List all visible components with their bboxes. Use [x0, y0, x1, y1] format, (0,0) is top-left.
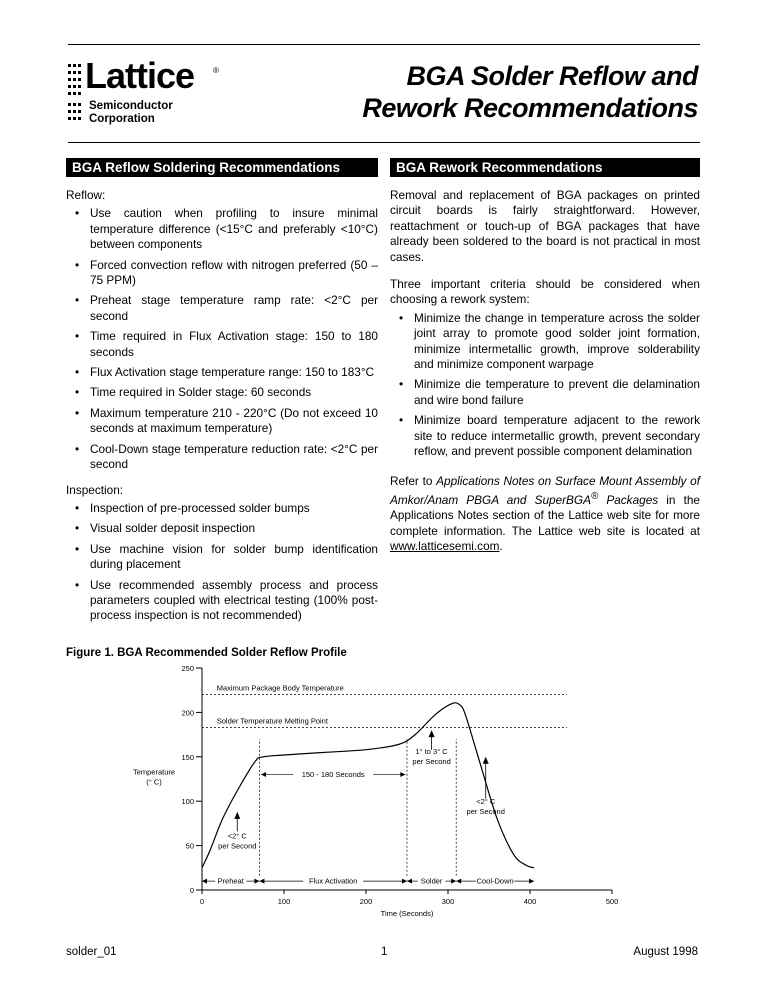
- stage-label: Flux Activation: [309, 876, 358, 886]
- reflow-list: [66, 206, 378, 472]
- x-tick-label: 400: [523, 897, 537, 906]
- list-item: • Minimize board temperature adjacent to the rework site to reduce intermetallic growth, prevent secondary reflow, and prevent possible component delamination: [390, 413, 700, 459]
- stage-arrow-right: [402, 879, 407, 884]
- list-item: • Use machine vision for solder bump identification during placement: [66, 542, 378, 573]
- inspection-list: [66, 501, 378, 624]
- refer-pre: Refer to: [390, 473, 437, 488]
- cool-rate-label: <2° C: [476, 796, 496, 806]
- solder-rate-label: per Second: [412, 757, 451, 767]
- logo-dots-icon: [68, 62, 82, 124]
- top-rule: [68, 44, 700, 45]
- refer-doc-title: [390, 474, 700, 507]
- stage-label: Solder: [420, 876, 443, 886]
- logo-wordmark: Lattice: [85, 55, 195, 96]
- x-tick-label: 200: [359, 897, 373, 906]
- list-item: • Preheat stage temperature ramp rate: <2°C per second: [66, 293, 378, 324]
- footer-doc-id: solder_01: [66, 946, 117, 958]
- y-tick-label: 100: [181, 797, 194, 807]
- list-item: • Use recommended assembly process and process parameters coupled with electrical testing (100% post-process inspection is not recommended): [66, 578, 378, 624]
- list-item: • Forced convection reflow with nitrogen preferred (50 – 75 PPM): [66, 258, 378, 289]
- list-item: • Time required in Solder stage: 60 seconds: [66, 385, 378, 400]
- y-tick-label: 200: [181, 708, 194, 718]
- y-axis-unit: (° C): [146, 777, 162, 787]
- rework-intro: Removal and replacement of BGA packages on printed circuit boards is fairly straightforward. However, reattachment or touch-up of BGA packages that have already been soldered to the board is not practical in most cases.: [390, 188, 700, 264]
- preheat-rate-label: per Second: [218, 841, 257, 851]
- x-tick-label: 300: [441, 897, 455, 906]
- x-tick-label: 500: [605, 897, 619, 906]
- x-axis-label: Time (Seconds): [380, 909, 434, 918]
- y-tick-label: 0: [189, 886, 194, 895]
- list-item: • Flux Activation stage temperature range: 150 to 183°C: [66, 365, 378, 380]
- list-item: • Cool-Down stage temperature reduction rate: <2°C per second: [66, 442, 378, 473]
- logo-registered-mark: ®: [213, 66, 219, 75]
- stage-arrow-left: [407, 879, 412, 884]
- stage-arrow-right: [529, 879, 534, 884]
- criteria-intro: Three important criteria should be considered when choosing a rework system:: [390, 277, 700, 307]
- refer-paragraph: [390, 474, 700, 555]
- cool-rate-label: per Second: [466, 806, 505, 816]
- flux-arrow-right: [400, 772, 405, 777]
- footer-date: August 1998: [633, 946, 698, 958]
- stage-arrow-left: [259, 879, 264, 884]
- figure-caption: Figure 1. BGA Recommended Solder Reflow Profile: [66, 647, 347, 659]
- lattice-website-link[interactable]: www.latticesemi.com: [390, 539, 500, 554]
- flux-time-label: 150 - 180 Seconds: [301, 770, 365, 780]
- stage-arrow-right: [254, 879, 259, 884]
- stage-arrow-left: [456, 879, 461, 884]
- x-tick-label: 100: [277, 897, 291, 906]
- refer-mid: in the Applications Notes section of the Lattice web site for more complete information. The Lattice web site is located at: [390, 492, 700, 538]
- y-tick-label: 150: [181, 752, 194, 762]
- rework-section-heading: BGA Rework Recommendations: [390, 158, 700, 177]
- refer-registered: ®: [590, 490, 599, 502]
- reference-line-label: Maximum Package Body Temperature: [216, 683, 344, 693]
- document-title: [362, 60, 698, 124]
- reflow-profile-chart: [110, 660, 650, 922]
- list-item: • Minimize the change in temperature across the solder joint array to promote good solder joint formation, minimize intermetallic growth, improve solderability and minimize component warpage: [390, 311, 700, 373]
- cool-rate-arrow-head: [483, 757, 489, 764]
- refer-doc-text: Applications Notes on Surface Mount Assembly of Amkor/Anam PBGA and SuperBGA: [390, 473, 700, 507]
- preheat-rate-arrow-head: [234, 812, 240, 819]
- list-item: • Time required in Flux Activation stage: 150 to 180 seconds: [66, 329, 378, 360]
- criteria-list: [390, 311, 700, 460]
- list-item: • Inspection of pre-processed solder bumps: [66, 501, 378, 516]
- list-item: • Minimize die temperature to prevent die delamination and wire bond failure: [390, 377, 700, 408]
- lattice-logo: [68, 55, 228, 128]
- stage-arrow-right: [451, 879, 456, 884]
- flux-arrow-left: [261, 772, 266, 777]
- solder-rate-label: 1° to 3° C: [415, 747, 448, 757]
- stage-label: Preheat: [217, 876, 244, 886]
- logo-line-1: Semiconductor: [89, 100, 173, 112]
- refer-doc-text-2: Packages: [598, 492, 659, 507]
- reflow-label: Reflow:: [66, 188, 106, 202]
- right-column: [390, 188, 700, 562]
- solder-rate-arrow-head: [429, 730, 435, 737]
- title-line-1: BGA Solder Reflow and: [406, 61, 698, 91]
- x-tick-label: 0: [199, 897, 205, 906]
- title-line-2: Rework Recommendations: [362, 93, 698, 123]
- stage-label: Cool-Down: [476, 876, 514, 886]
- preheat-rate-label: <2° C: [227, 831, 247, 841]
- y-tick-label: 250: [181, 664, 194, 673]
- footer-page-number: 1: [381, 946, 388, 958]
- y-axis-label: Temperature: [132, 767, 176, 777]
- logo-line-2: Corporation: [89, 113, 155, 125]
- list-item: • Visual solder deposit inspection: [66, 521, 378, 536]
- list-item: • Use caution when profiling to insure minimal temperature difference (<15°C and preferably <10°C) between components: [66, 206, 378, 252]
- header-rule: [68, 142, 700, 143]
- list-item: • Maximum temperature 210 - 220°C (Do not exceed 10 seconds at maximum temperature): [66, 406, 378, 437]
- stage-arrow-left: [202, 879, 207, 884]
- reference-line-label: Solder Temperature Melting Point: [216, 716, 328, 726]
- reflow-section-heading: BGA Reflow Soldering Recommendations: [66, 158, 378, 177]
- left-column: [66, 188, 378, 634]
- refer-end: .: [499, 539, 503, 554]
- inspection-label: Inspection:: [66, 482, 124, 497]
- y-tick-label: 50: [185, 841, 194, 851]
